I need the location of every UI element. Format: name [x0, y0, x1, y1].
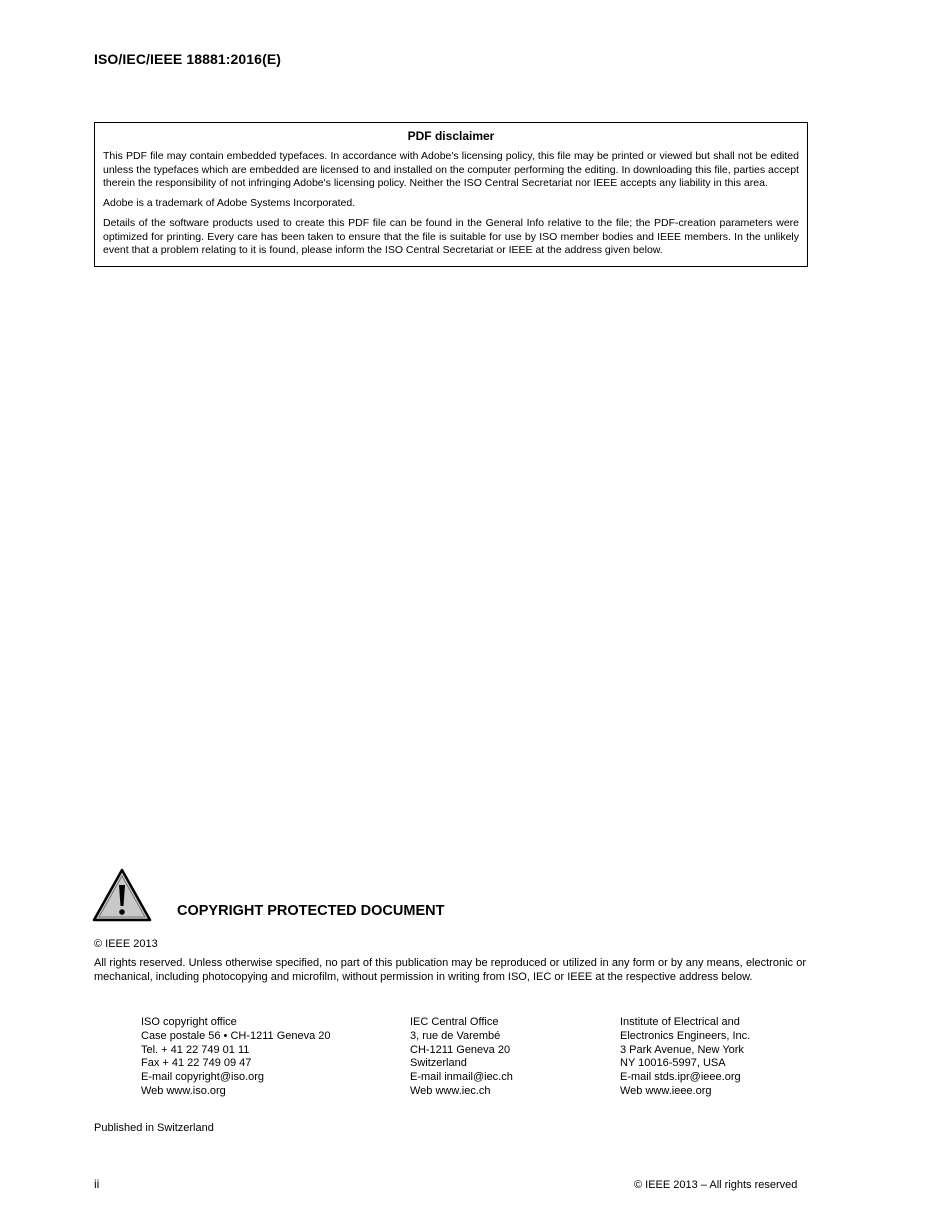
- iso-address-line: Case postale 56 • CH-1211 Geneva 20: [141, 1029, 331, 1042]
- ieee-address-line: Institute of Electrical and: [620, 1016, 740, 1028]
- iec-address-line: IEC Central Office: [410, 1016, 499, 1028]
- iso-web: Web www.iso.org: [141, 1084, 226, 1097]
- iec-email: E-mail inmail@iec.ch: [410, 1071, 513, 1084]
- ieee-email: E-mail stds.ipr@ieee.org: [620, 1071, 741, 1084]
- iec-address-line: CH-1211 Geneva 20: [410, 1043, 511, 1056]
- pdf-disclaimer-box: [94, 122, 808, 267]
- footer-copyright: © IEEE 2013 – All rights reserved: [634, 1179, 798, 1191]
- ieee-address-line: 3 Park Avenue, New York: [620, 1043, 744, 1056]
- iec-address-block: [410, 1016, 513, 1099]
- disclaimer-paragraph-trademark: Adobe is a trademark of Adobe Systems Incorporated.: [103, 197, 356, 210]
- disclaimer-paragraph-typefaces: This PDF file may contain embedded typefaces. In accordance with Adobe's licensing policy, this file may be printed or viewed but shall not be edited unless the typefaces which are embedded are licensed to and installed on the computer performing the editing. In downloading this file, parties accept therein the responsibility of not infringing Adobe's licensing policy. Neither the ISO Central Secretariat nor IEEE accepts any liability in this area.: [103, 150, 799, 190]
- warning-triangle-icon: [92, 868, 152, 922]
- copyright-line: © IEEE 2013: [94, 938, 158, 950]
- iso-address-line: Fax + 41 22 749 09 47: [141, 1057, 252, 1070]
- published-location: Published in Switzerland: [94, 1122, 214, 1134]
- document-header-title: ISO/IEC/IEEE 18881:2016(E): [94, 51, 282, 67]
- ieee-address-block: [620, 1016, 750, 1099]
- ieee-address-line: Electronics Engineers, Inc.: [620, 1029, 751, 1042]
- page-number: ii: [94, 1177, 100, 1191]
- iso-address-block: [141, 1016, 331, 1099]
- disclaimer-title: PDF disclaimer: [407, 129, 495, 143]
- ieee-web: Web www.ieee.org: [620, 1084, 712, 1097]
- rights-statement: All rights reserved. Unless otherwise specified, no part of this publication may be reproduced or utilized in any form or by any means, electronic or mechanical, including photocopying and microfilm, without permission in writing from ISO, IEC or IEEE at the respective address below.: [94, 957, 806, 983]
- iso-email: E-mail copyright@iso.org: [141, 1071, 265, 1084]
- disclaimer-paragraph-details: Details of the software products used to create this PDF file can be found in the General Info relative to the file; the PDF-creation parameters were optimized for printing. Every care has been taken to ensure that the file is suitable for use by ISO member bodies and IEEE members. In the unlikely event that a problem relating to it is found, please inform the ISO Central Secretariat or IEEE at the address given below.: [103, 216, 799, 257]
- iec-address-line: Switzerland: [410, 1057, 467, 1070]
- iec-web: Web www.iec.ch: [410, 1084, 491, 1097]
- iec-address-line: 3, rue de Varembé: [410, 1029, 501, 1042]
- iso-address-line: Tel. + 41 22 749 01 11: [141, 1043, 250, 1056]
- iso-address-line: ISO copyright office: [141, 1016, 237, 1028]
- ieee-address-line: NY 10016-5997, USA: [620, 1057, 726, 1070]
- copyright-heading: COPYRIGHT PROTECTED DOCUMENT: [177, 903, 445, 919]
